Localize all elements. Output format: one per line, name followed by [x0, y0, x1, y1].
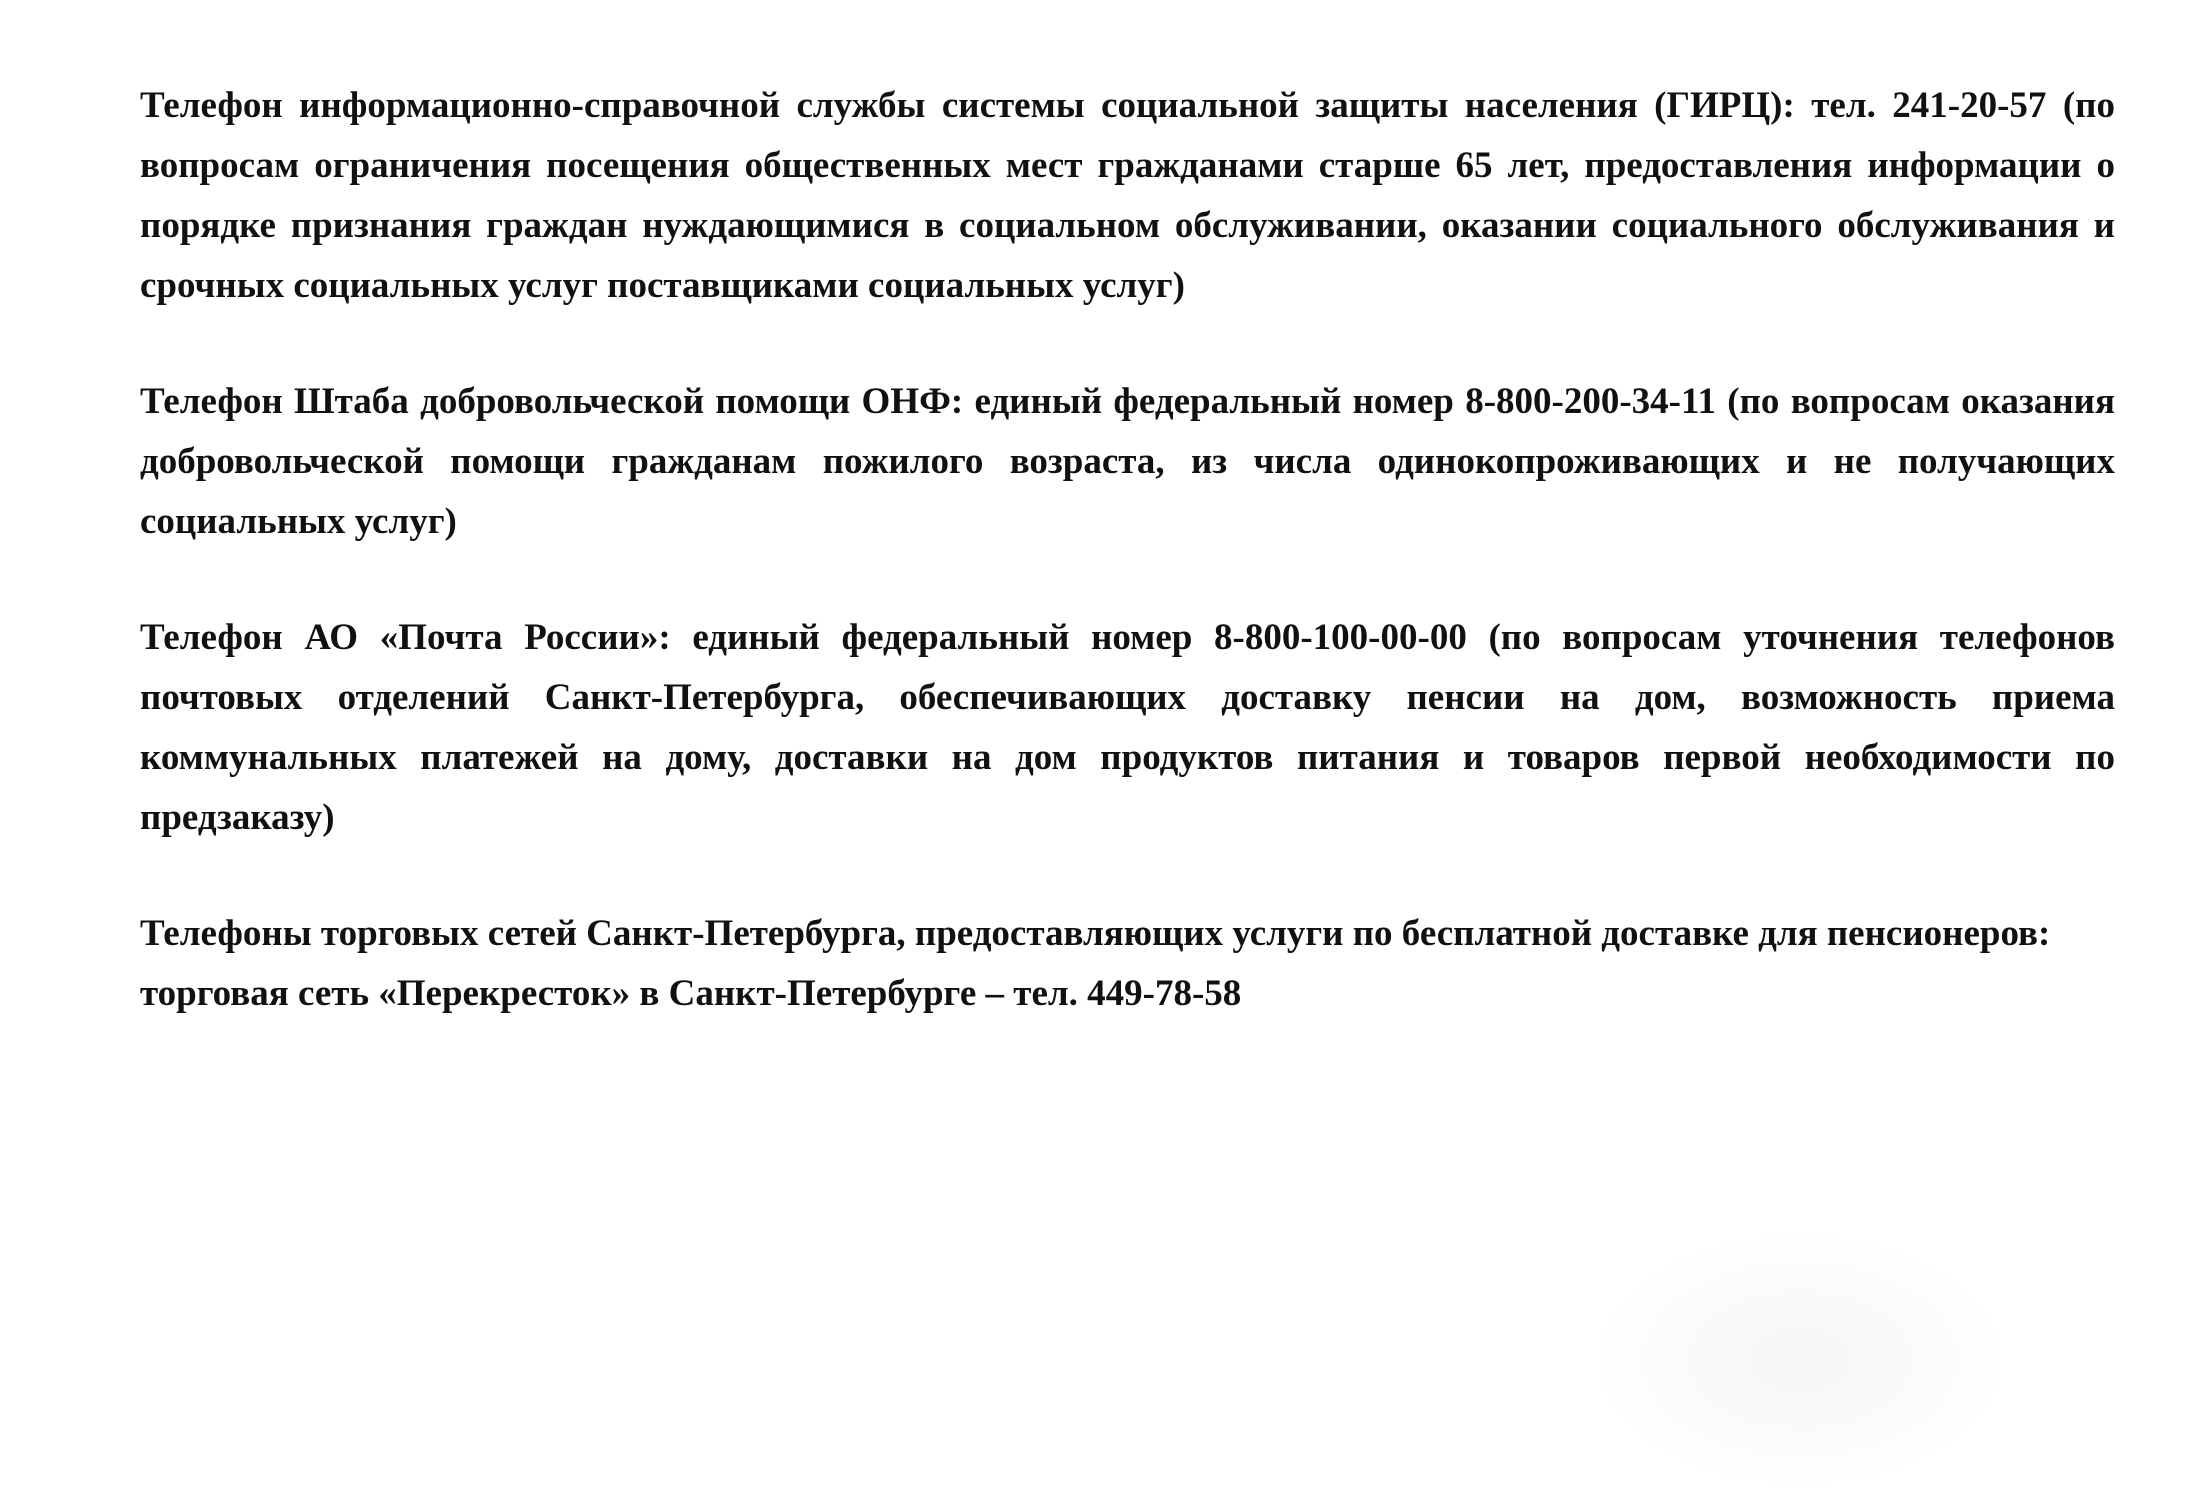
retail-entry-perekrestok: торговая сеть «Перекресток» в Санкт-Петербурге – тел. 449-78-58: [140, 973, 1242, 1014]
document-content: [140, 76, 2115, 1024]
paragraph-onf-phone: Телефон Штаба добровольческой помощи ОНФ: единый федеральный номер 8-800-200-34-11 (по вопросам оказания добровольческой помощи гражданам пожилого возраста, из числа одинокопроживающих и не получающих социальных услуг): [140, 381, 2115, 542]
retail-networks-block: [140, 904, 2115, 1024]
paragraph-girc-phone: Телефон информационно-справочной службы системы социальной защиты населения (ГИРЦ): тел. 241-20-57 (по вопросам ограничения посещения общественных мест гражданами старше 65 лет, предоставления информации о порядке признания граждан нуждающимися в социальном обслуживании, оказании социального обслуживания и срочных социальных услуг поставщиками социальных услуг): [140, 85, 2115, 306]
paragraph-pochta-phone: Телефон АО «Почта России»: единый федеральный номер 8-800-100-00-00 (по вопросам уточнения телефонов почтовых отделений Санкт-Петербурга, обеспечивающих доставку пенсии на дом, возможность приема коммунальных платежей на дому, доставки на дом продуктов питания и товаров первой необходимости по предзаказу): [140, 617, 2115, 838]
retail-networks-heading: Телефоны торговых сетей Санкт-Петербурга, предоставляющих услуги по бесплатной доставке для пенсионеров:: [140, 913, 2051, 954]
scan-artifact: [1590, 1230, 2010, 1490]
